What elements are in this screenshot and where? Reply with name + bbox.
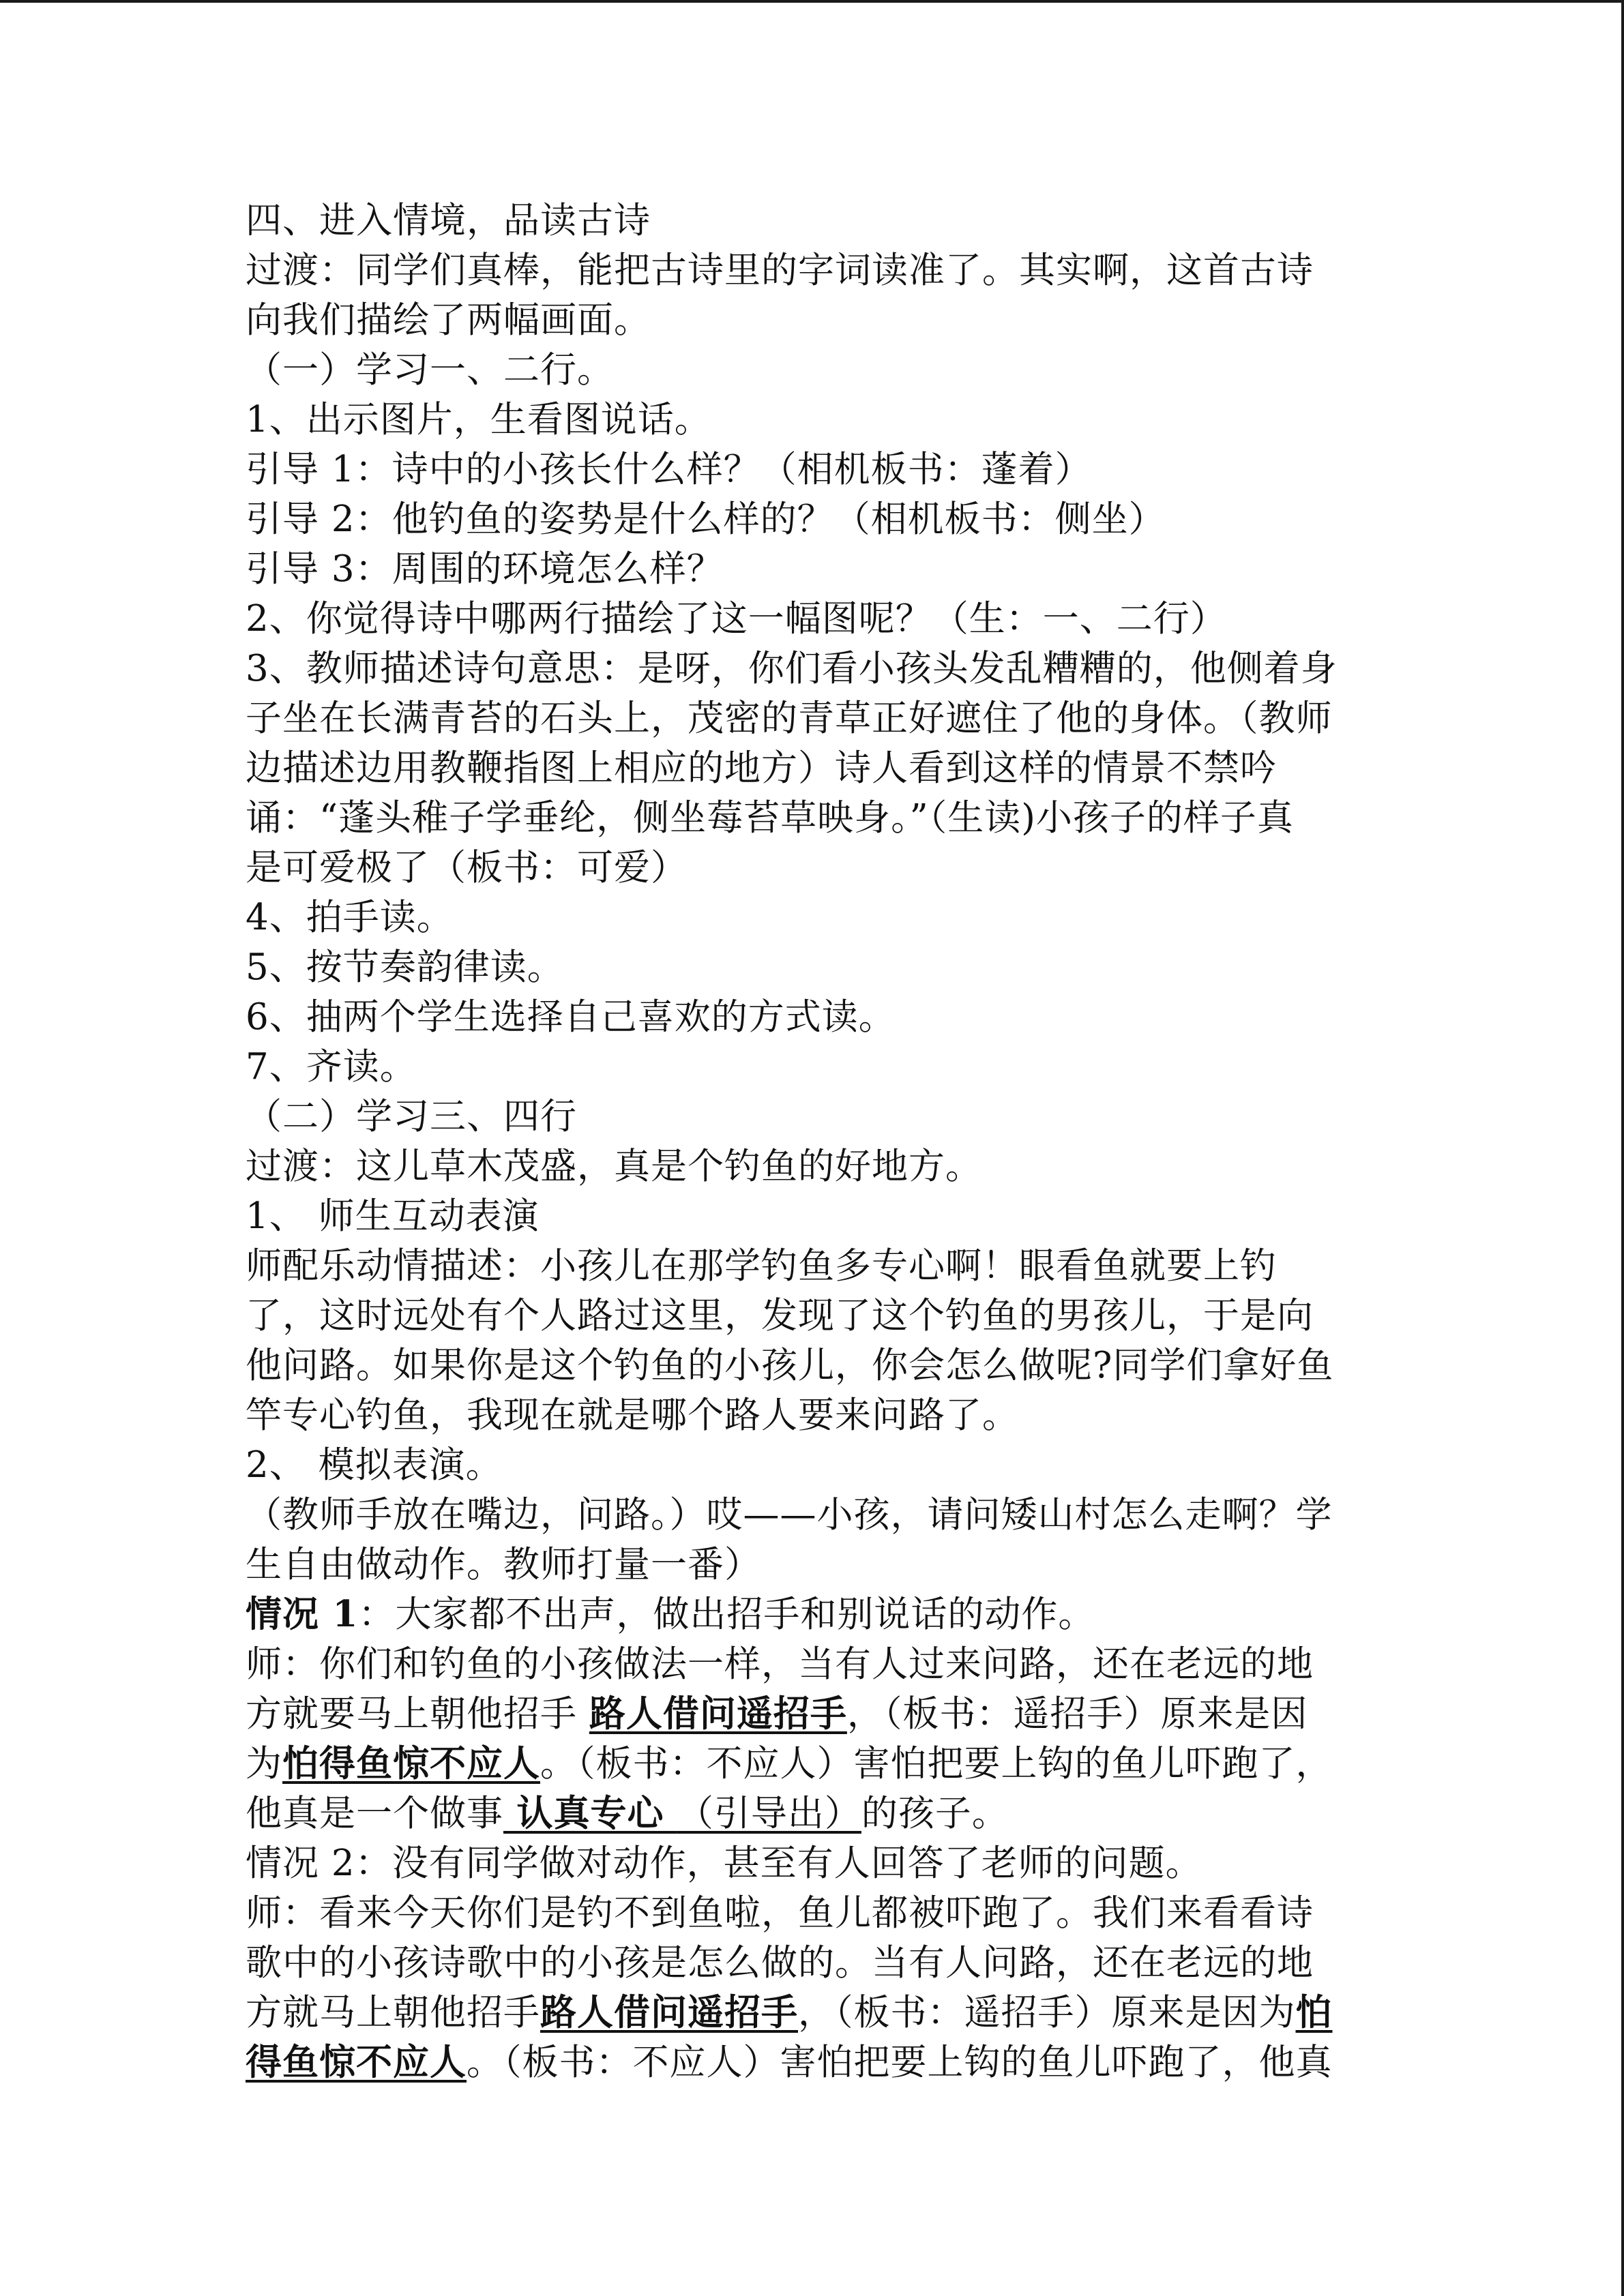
text-line — [246, 793, 1385, 843]
text-run: （教师手放在嘴边，问路。）哎——小孩，请问矮山村怎么走啊？学 — [246, 1494, 1333, 1536]
text-line — [246, 1838, 1385, 1888]
text-run: 1、 师生互动表演 — [246, 1195, 540, 1237]
text-line — [246, 1390, 1385, 1440]
text-line — [246, 1241, 1385, 1291]
text-line — [246, 843, 1385, 893]
text-line — [246, 1341, 1385, 1390]
text-run: 诵：“蓬头稚子学垂纶，侧坐莓苔草映身。”（生读)小孩子的样子真 — [246, 797, 1294, 839]
text-line — [246, 1440, 1385, 1490]
text-run: 为 — [246, 1743, 282, 1785]
text-line — [246, 743, 1385, 793]
emphasized-text: 认真专心 — [503, 1792, 677, 1834]
text-run: 5、按节奏韵律读。 — [246, 946, 564, 988]
text-run: 生自由做动作。教师打量一番） — [246, 1544, 761, 1585]
text-line — [246, 295, 1385, 345]
text-run: 6、抽两个学生选择自己喜欢的方式读。 — [246, 996, 896, 1038]
text-run: 。（板书：不应人）害怕把要上钩的鱼儿吓跑了，他真 — [467, 2042, 1333, 2083]
text-line — [246, 1092, 1385, 1142]
text-line — [246, 992, 1385, 1042]
text-line — [246, 1191, 1385, 1241]
text-run: （二）学习三、四行 — [246, 1096, 577, 1137]
text-line — [246, 1639, 1385, 1689]
text-line — [246, 1739, 1385, 1789]
text-run: 1、出示图片，生看图说话。 — [246, 399, 711, 441]
text-run: 过渡：这儿草木茂盛，真是个钓鱼的好地方。 — [246, 1146, 982, 1187]
emphasized-text: 情况 1 — [246, 1593, 359, 1635]
text-line — [246, 1490, 1385, 1540]
text-line — [246, 544, 1385, 594]
page-border-right — [1621, 0, 1624, 2296]
text-line — [246, 893, 1385, 942]
text-run: 边描述边用教鞭指图上相应的地方）诗人看到这样的情景不禁吟 — [246, 747, 1277, 789]
text-run: ，（板书：遥招手）原来是因为 — [798, 1992, 1296, 2033]
text-line — [246, 694, 1385, 743]
text-run: 他问路。如果你是这个钓鱼的小孩儿，你会怎么做呢?同学们拿好鱼 — [246, 1345, 1334, 1386]
text-line — [246, 594, 1385, 644]
document-body — [246, 196, 1385, 2087]
text-line — [246, 345, 1385, 395]
text-line — [246, 1689, 1385, 1739]
emphasized-text: 得鱼惊不应人 — [246, 2041, 467, 2083]
text-line — [246, 644, 1385, 694]
emphasized-text: 路人借问遥招手 — [540, 1991, 798, 2033]
text-run: 2、 模拟表演。 — [246, 1444, 503, 1486]
text-run: （一）学习一、二行。 — [246, 349, 614, 391]
text-line — [246, 245, 1385, 295]
text-run: ，（板书：遥招手）原来是因 — [846, 1693, 1308, 1735]
text-run: 情况 2：没有同学做对动作，甚至有人回答了老师的问题。 — [246, 1843, 1202, 1884]
text-line — [246, 942, 1385, 992]
text-line — [246, 2038, 1385, 2087]
text-run: 7、齐读。 — [246, 1046, 417, 1088]
text-line — [246, 1142, 1385, 1191]
text-run: 是可爱极了（板书：可爱） — [246, 847, 688, 889]
text-run: 他真是一个做事 — [246, 1793, 503, 1834]
text-line — [246, 1291, 1385, 1341]
text-run: 方就马上朝他招手 — [246, 1992, 540, 2033]
page-border-top — [0, 0, 1624, 3]
text-run: 子坐在长满青苔的石头上，茂密的青草正好遮住了他的身体。（教师 — [246, 698, 1333, 739]
text-run: 引导 3：周围的环境怎么样？ — [246, 548, 724, 590]
emphasized-text: （引导出） — [677, 1793, 861, 1834]
text-line — [246, 395, 1385, 445]
text-line — [246, 1540, 1385, 1590]
emphasized-text: 路人借问遥招手 — [589, 1693, 847, 1735]
text-run: 师：看来今天你们是钓不到鱼啦，鱼儿都被吓跑了。我们来看看诗 — [246, 1892, 1314, 1934]
text-run: 过渡：同学们真棒，能把古诗里的字词读准了。其实啊，这首古诗 — [246, 250, 1314, 291]
text-run: 。（板书：不应人）害怕把要上钩的鱼儿吓跑了， — [540, 1743, 1333, 1785]
text-run: 四、进入情境，品读古诗 — [246, 200, 651, 241]
text-run: 了，这时远处有个人路过这里，发现了这个钓鱼的男孩儿，于是向 — [246, 1295, 1314, 1337]
text-run: 的孩子。 — [861, 1793, 1009, 1834]
text-run: 方就要马上朝他招手 — [246, 1693, 589, 1735]
text-run: ：大家都不出声，做出招手和别说话的动作。 — [358, 1594, 1095, 1635]
text-run: 引导 1：诗中的小孩长什么样？（相机板书：蓬着） — [246, 449, 1092, 490]
text-line — [246, 1938, 1385, 1988]
text-run: 师配乐动情描述：小孩儿在那学钓鱼多专心啊！眼看鱼就要上钓 — [246, 1245, 1277, 1287]
text-line — [246, 1042, 1385, 1092]
text-line — [246, 494, 1385, 544]
text-run: 4、拍手读。 — [246, 897, 454, 938]
text-run: 引导 2：他钓鱼的姿势是什么样的？（相机板书：侧坐） — [246, 498, 1166, 540]
text-line — [246, 1590, 1385, 1639]
text-line — [246, 1789, 1385, 1838]
text-run: 师：你们和钓鱼的小孩做法一样，当有人过来问路，还在老远的地 — [246, 1643, 1314, 1685]
text-line — [246, 445, 1385, 494]
text-line — [246, 1888, 1385, 1938]
text-run: 3、教师描述诗句意思：是呀，你们看小孩头发乱糟糟的，他侧着身 — [246, 648, 1338, 689]
emphasized-text: 怕 — [1295, 1991, 1333, 2033]
text-run: 向我们描绘了两幅画面。 — [246, 299, 651, 341]
text-line — [246, 196, 1385, 245]
emphasized-text: 怕得鱼惊不应人 — [282, 1742, 540, 1785]
text-run: 2、你觉得诗中哪两行描绘了这一幅图呢？（生：一、二行） — [246, 598, 1227, 640]
text-line — [246, 1988, 1385, 2038]
text-run: 竿专心钓鱼，我现在就是哪个路人要来问路了。 — [246, 1395, 1019, 1436]
text-run: 歌中的小孩诗歌中的小孩是怎么做的。当有人问路，还在老远的地 — [246, 1942, 1314, 1984]
